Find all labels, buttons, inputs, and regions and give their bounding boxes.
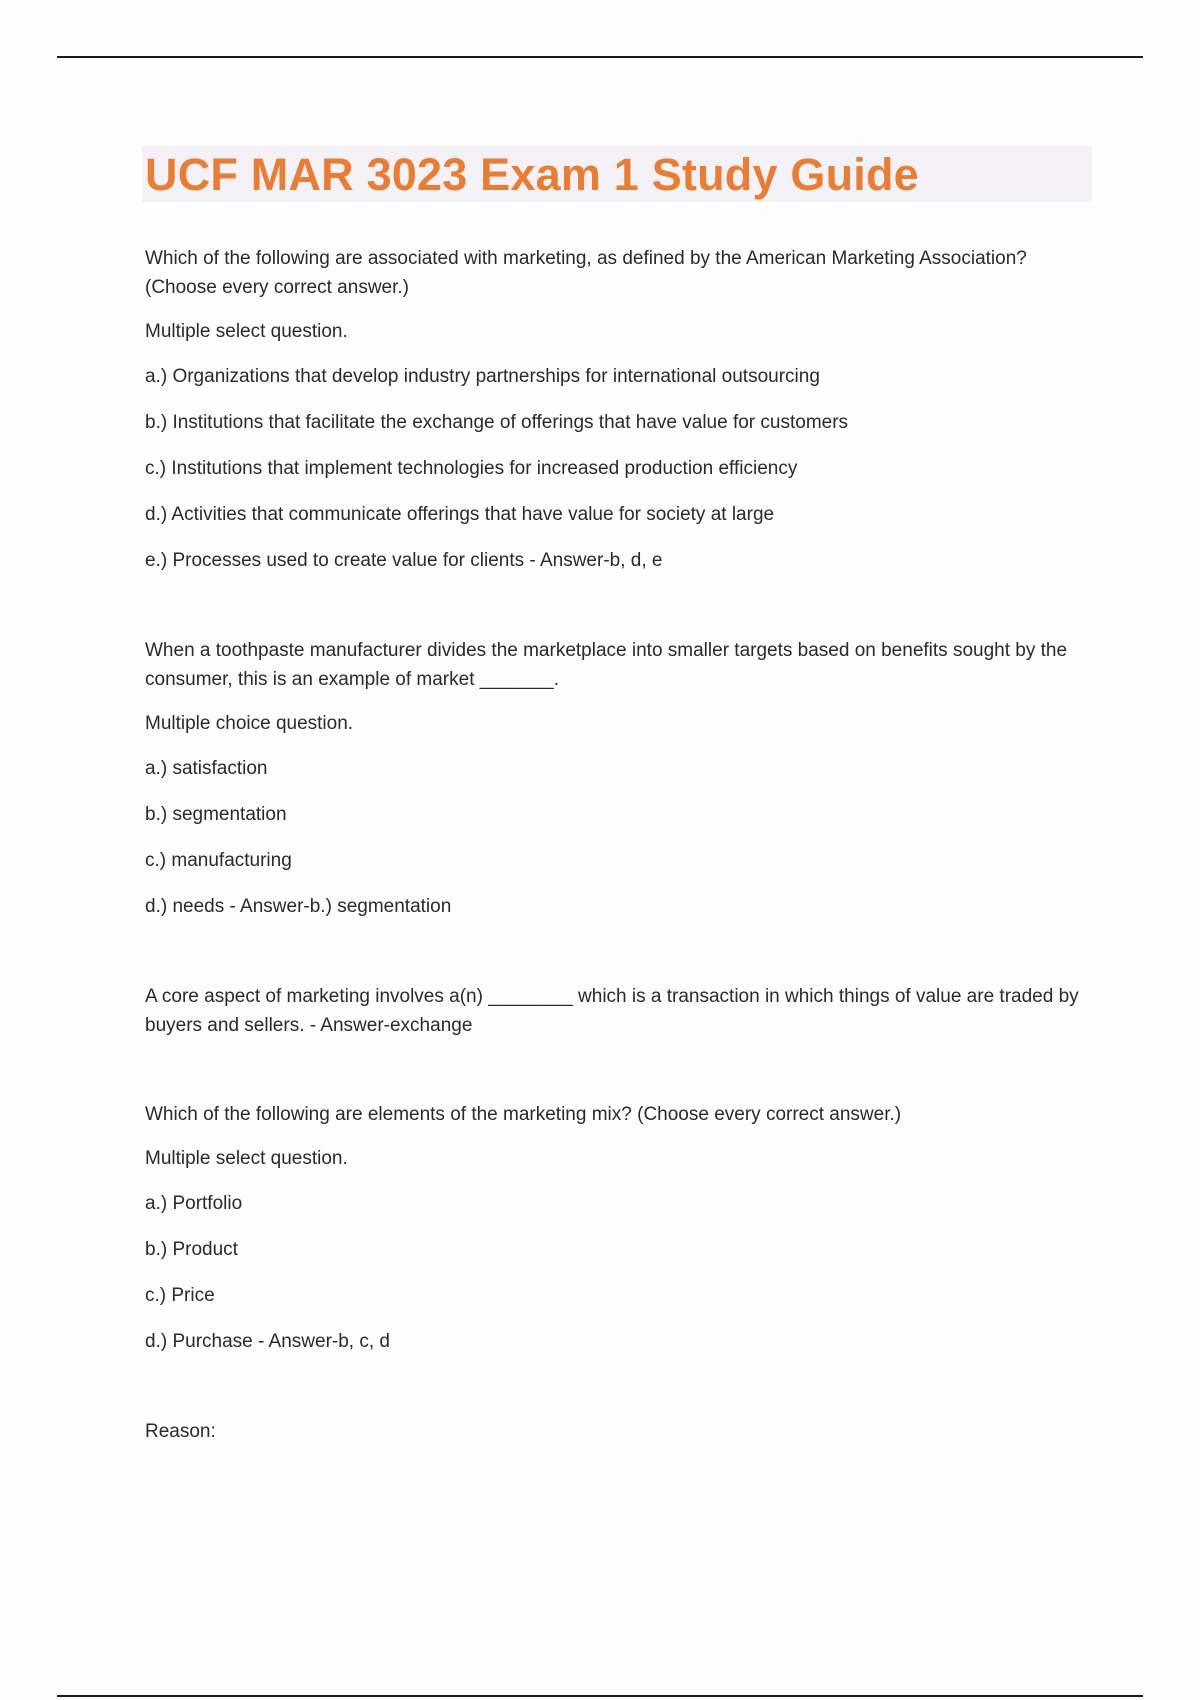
question-3 xyxy=(145,982,1095,1040)
answer-option: c.) manufacturing xyxy=(145,850,292,871)
question-2 xyxy=(145,636,1095,922)
question-text: Which of the following are elements of the marketing mix? (Choose every correct answer.) xyxy=(145,1104,902,1125)
question-text: When a toothpaste manufacturer divides the marketplace into smaller targets based on benefits sought by the consumer, this is an example of market _______. xyxy=(145,640,1068,690)
answer-option: d.) Purchase - Answer-b, c, d xyxy=(145,1331,390,1352)
question-type: Multiple select question. xyxy=(145,321,348,342)
question-4 xyxy=(145,1100,1095,1357)
answer-option: b.) Product xyxy=(145,1239,238,1260)
question-text: Which of the following are associated with marketing, as defined by the American Marketing Association? (Choose every correct answer.) xyxy=(145,248,1027,298)
answer-option: b.) Institutions that facilitate the exchange of offerings that have value for customers xyxy=(145,412,849,433)
header-rule xyxy=(57,56,1143,58)
document-title: UCF MAR 3023 Exam 1 Study Guide xyxy=(145,148,919,200)
question-type: Multiple choice question. xyxy=(145,713,354,734)
reason-block xyxy=(145,1417,1095,1447)
answer-option: d.) needs - Answer-b.) segmentation xyxy=(145,896,452,917)
answer-option: a.) Portfolio xyxy=(145,1193,243,1214)
answer-option: b.) segmentation xyxy=(145,804,287,825)
title-band xyxy=(142,146,1092,202)
answer-option: c.) Institutions that implement technologies for increased production efficiency xyxy=(145,458,798,479)
question-text: A core aspect of marketing involves a(n) ________ which is a transaction in which things of value are traded by buyers and sellers. - Answer-exchange xyxy=(145,986,1079,1036)
document-page xyxy=(145,146,1095,1447)
answer-option: e.) Processes used to create value for clients - Answer-b, d, e xyxy=(145,550,663,571)
question-type: Multiple select question. xyxy=(145,1148,348,1169)
answer-option: a.) satisfaction xyxy=(145,758,268,779)
answer-option: a.) Organizations that develop industry partnerships for international outsourcing xyxy=(145,366,820,387)
reason-label: Reason: xyxy=(145,1421,216,1442)
footer-rule xyxy=(57,1695,1143,1697)
answer-option: d.) Activities that communicate offerings that have value for society at large xyxy=(145,504,775,525)
answer-option: c.) Price xyxy=(145,1285,215,1306)
question-1 xyxy=(145,244,1095,576)
